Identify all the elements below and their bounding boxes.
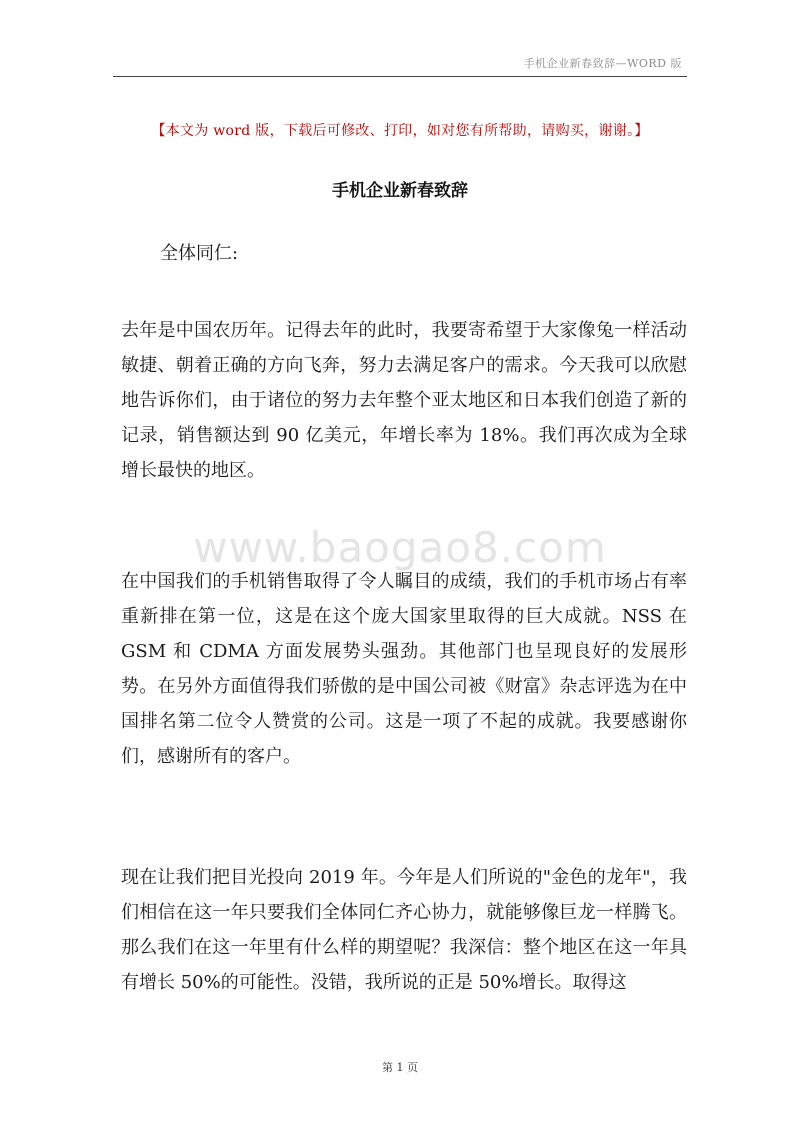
page-number: 第 1 页 bbox=[382, 1061, 418, 1074]
body-paragraph-2: 在中国我们的手机销售取得了令人瞩目的成绩，我们的手机市场占有率重新排在第一位，这是在这个庞大国家里取得的巨大成就。NSS 在 GSM 和 CDMA 方面发展势头强劲。其他部门也呈现良好的发展形势。在另外方面值得我们骄傲的是中国公司被《财富》杂志评选为在中国排名第二位令人赞赏的公司。这是一项了不起的成就。我要感谢你们，感谢所有的客户。 bbox=[121, 571, 687, 767]
purchase-notice: 【本文为 word 版，下载后可修改、打印，如对您有所帮助，请购买，谢谢。】 bbox=[151, 123, 649, 139]
header-divider bbox=[113, 76, 687, 77]
body-paragraph-3: 现在让我们把目光投向 2019 年。今年是人们所说的"金色的龙年"，我们相信在这一年只要我们全体同仁齐心协力，就能够像巨龙一样腾飞。那么我们在这一年里有什么样的期望呢？我深信：整个地区在这一年具有增长 50%的可能性。没错，我所说的正是 50%增长。取得这 bbox=[121, 867, 687, 993]
document-title: 手机企业新春致辞 bbox=[332, 181, 468, 201]
watermark: www.baogao8.com bbox=[193, 523, 607, 572]
greeting: 全体同仁: bbox=[160, 243, 239, 264]
body-paragraph-1: 去年是中国农历年。记得去年的此时，我要寄希望于大家像兔一样活动敏捷、朝着正确的方向飞奔，努力去满足客户的需求。今天我可以欣慰地告诉你们，由于诸位的努力去年整个亚太地区和日本我们创造了新的记录，销售额达到 90 亿美元，年增长率为 18%。我们再次成为全球增长最快的地区。 bbox=[121, 320, 687, 481]
running-header: 手机企业新春致辞—WORD 版 bbox=[523, 57, 682, 70]
